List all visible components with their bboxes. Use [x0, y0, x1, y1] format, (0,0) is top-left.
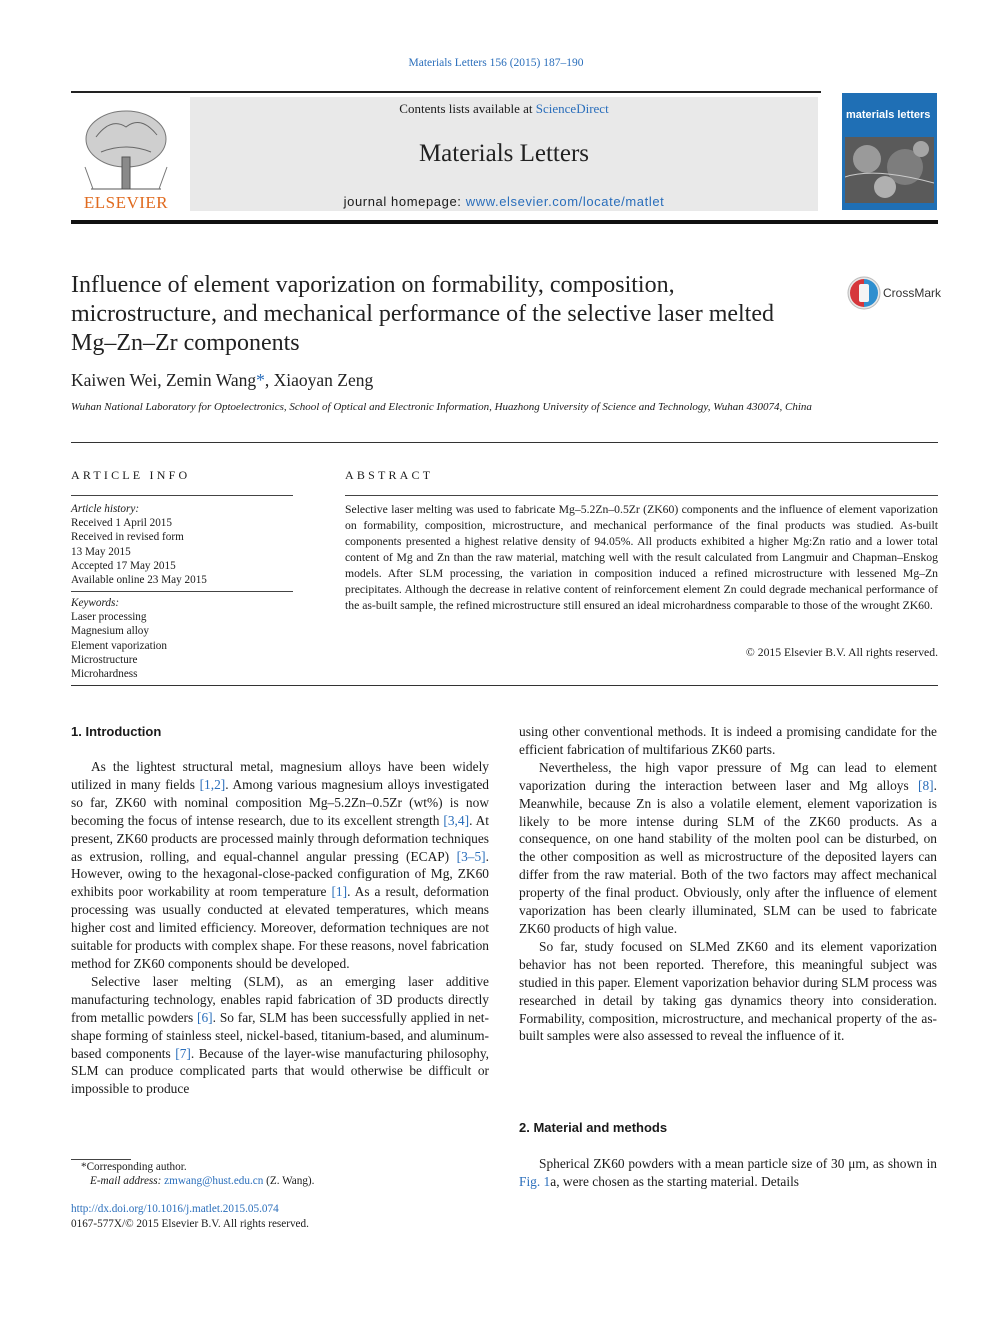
history-label: Article history: — [71, 503, 140, 515]
article-info-rule — [71, 495, 293, 496]
keywords-label: Keywords: — [71, 597, 120, 609]
authors-first: Kaiwen Wei, Zemin Wang — [71, 370, 257, 390]
crossmark-label[interactable]: CrossMark — [883, 286, 942, 300]
author-list — [71, 370, 373, 391]
sciencedirect-link[interactable]: ScienceDirect — [535, 101, 609, 116]
journal-homepage — [190, 194, 818, 209]
citation-link[interactable]: [3–5] — [456, 848, 486, 864]
left-column — [71, 758, 489, 1098]
history-item: Received in revised form — [71, 531, 184, 544]
figure-link[interactable]: Fig. 1 — [519, 1173, 551, 1189]
citation-link[interactable]: [3,4] — [443, 812, 470, 828]
right-column — [519, 723, 937, 1045]
header-top-rule — [71, 91, 821, 93]
homepage-prefix: journal homepage: — [343, 194, 466, 209]
keyword-item: Microstructure — [71, 653, 138, 666]
citation-link[interactable]: [1,2] — [199, 776, 226, 792]
corresponding-author-note — [71, 1160, 491, 1174]
contents-line — [190, 101, 818, 117]
title-rule — [71, 442, 938, 443]
intro-paragraph-2-continued: using other conventional methods. It is indeed a promising candidate for the efficient fabrication of multifarious ZK60 parts. — [519, 724, 937, 757]
keywords-list — [71, 596, 293, 681]
contents-prefix: Contents lists available at — [399, 101, 536, 116]
email-suffix: (Z. Wang). — [263, 1175, 315, 1187]
citation-link[interactable]: [7] — [175, 1045, 191, 1061]
email-link[interactable]: zmwang@hust.edu.cn — [164, 1175, 264, 1187]
abstract-copyright: © 2015 Elsevier B.V. All rights reserved. — [745, 646, 938, 659]
abstract-rule — [345, 495, 938, 496]
elsevier-wordmark: ELSEVIER — [83, 193, 169, 212]
citation-link[interactable]: [6] — [197, 1009, 213, 1025]
intro-paragraph-3: Nevertheless, the high vapor pressure of Mg can lead to element vaporization during the interaction between laser and Mg alloys [8]. Meanwhile, because Zn is also a volatile element, element vaporization is likely to be more intense during SLM of the ZK60 products. As a consequence, on one hand stability of the molten pool can be disturbed, on the other composition as well as microstructure of the deposited layers can differ from the raw material. Both of the two factors may affect mechanical property of the final product. Obviously, only after the influence of element vaporization has been clearly illuminated, SLM can be used to fabricate ZK60 products of high value. — [519, 759, 937, 936]
keyword-item: Magnesium alloy — [71, 625, 149, 638]
section-heading-methods: 2. Material and methods — [519, 1120, 668, 1135]
issn-line: 0167-577X/© 2015 Elsevier B.V. All rights reserved. — [71, 1217, 309, 1230]
keywords-rule — [71, 591, 293, 592]
corresponding-mark[interactable]: * — [256, 370, 265, 390]
email-line — [71, 1174, 491, 1188]
journal-title: Materials Letters — [418, 140, 590, 167]
keyword-item: Microhardness — [71, 668, 138, 681]
affiliation: Wuhan National Laboratory for Optoelectronics, School of Optical and Electronic Information, Huazhong University of Science and Technology, Wuhan 430074, China — [71, 401, 812, 413]
intro-paragraph-4: So far, study focused on SLMed ZK60 and its element vaporization behavior has not been reported. Therefore, this meaningful subject was studied in this paper. Element vaporization behavior during SLM process was researched in detail by taking gas dynamics theory into consideration. Formability, composition, microstructure, and mechanical property of the as-built samples were also assessed to reveal the influence of it. — [519, 938, 937, 1044]
history-item: Accepted 17 May 2015 — [71, 559, 176, 572]
doi-link[interactable]: http://dx.doi.org/10.1016/j.matlet.2015.05.074 — [71, 1203, 279, 1215]
history-item: Received 1 April 2015 — [71, 517, 172, 530]
paper-title: Influence of element vaporization on formability, composition, microstructure, and mechanical performance of the selective laser melted Mg–Zn–Zr components — [71, 272, 774, 356]
doi-block — [71, 1202, 491, 1231]
article-info-heading: ARTICLE INFO — [71, 468, 191, 482]
email-label: E-mail address: — [90, 1175, 165, 1187]
history-item: Available online 23 May 2015 — [71, 574, 207, 587]
abstract-text: Selective laser melting was used to fabricate Mg–5.2Zn–0.5Zr (ZK60) components and the influence of element vaporization on formability, composition, microstructure, and mechanical performance of the final products was studied. As-built components presented a highest relative density of 94.05%. All products exhibited a higher Mg:Zn ratio and a lower total content of Mg and Zn than the raw material, matching well with the result calculated from Langmuir and Chapman–Enskog models. After SLM processing, the variation in composition induced a refined microstructure with lessened Mg–Zn precipitates. Although the decrease in relative content of reinforcement element Zn could degrade mechanical performance of the as-built sample, the refined microstructure still ensured an ideal microhardness comparable to those of the wrought ZK60. — [345, 503, 938, 612]
abstract-heading: ABSTRACT — [345, 468, 434, 482]
journal-cover-thumbnail[interactable] — [842, 93, 937, 210]
methods-paragraph-1: Spherical ZK60 powders with a mean particle size of 30 μm, as shown in Fig. 1a, were chosen as the starting material. Details — [519, 1156, 937, 1189]
authors-rest: , Xiaoyan Zeng — [264, 370, 374, 390]
crossmark-icon[interactable] — [846, 275, 882, 311]
article-history — [71, 502, 293, 587]
footnote-star: * — [81, 1161, 87, 1173]
footnote — [71, 1160, 491, 1188]
abstract-bottom-rule — [71, 685, 938, 686]
section-heading-introduction: 1. Introduction — [71, 724, 162, 739]
keyword-item: Element vaporization — [71, 639, 167, 652]
cover-image — [845, 137, 934, 203]
journal-citation[interactable]: Materials Letters 156 (2015) 187–190 — [408, 57, 584, 69]
corresponding-author-label: Corresponding author. — [86, 1161, 187, 1173]
header-bottom-rule — [71, 220, 938, 224]
homepage-link[interactable]: www.elsevier.com/locate/matlet — [465, 194, 665, 209]
methods-text — [519, 1155, 937, 1191]
tree-icon — [85, 111, 167, 189]
cover-title: materials letters — [846, 109, 931, 121]
citation-link[interactable]: [1] — [331, 884, 348, 900]
history-item: 13 May 2015 — [71, 545, 131, 558]
intro-paragraph-2: Selective laser melting (SLM), as an emerging laser additive manufacturing technology, enables rapid fabrication of 3D products directly from metallic powders [6]. So far, SLM has been successfully applied in net-shape forming of stainless steel, nickel-based, titanium-based, and aluminum-based components [7]. Because of the layer-wise manufacturing philosophy, SLM can produce complicated parts that would otherwise be difficult or impossible to produce — [71, 973, 489, 1097]
intro-paragraph-1: As the lightest structural metal, magnesium alloys have been widely utilized in many fields [1,2]. Among various magnesium alloys investigated so far, ZK60 with nominal composition Mg–5.2Zn–0.5Zr (wt%) is now becoming the focus of intense research, due to its excellent strength [3,4]. At present, ZK60 products are processed mainly through deformation techniques as extrusion, rolling, and equal-channel angular pressing (ECAP) [3–5]. However, owing to the hexagonal-close-packed configuration of Mg, ZK60 exhibits poor workability at room temperature [1]. As a result, deformation processing was usually conducted at elevated temperatures, which means higher cost and limited efficiency. Moreover, deformation techniques are not suitable for products with complex shape. For these reasons, novel fabrication method for ZK60 components should be developed. — [71, 759, 489, 971]
keyword-item: Laser processing — [71, 611, 147, 624]
citation-link[interactable]: [8] — [918, 777, 934, 793]
